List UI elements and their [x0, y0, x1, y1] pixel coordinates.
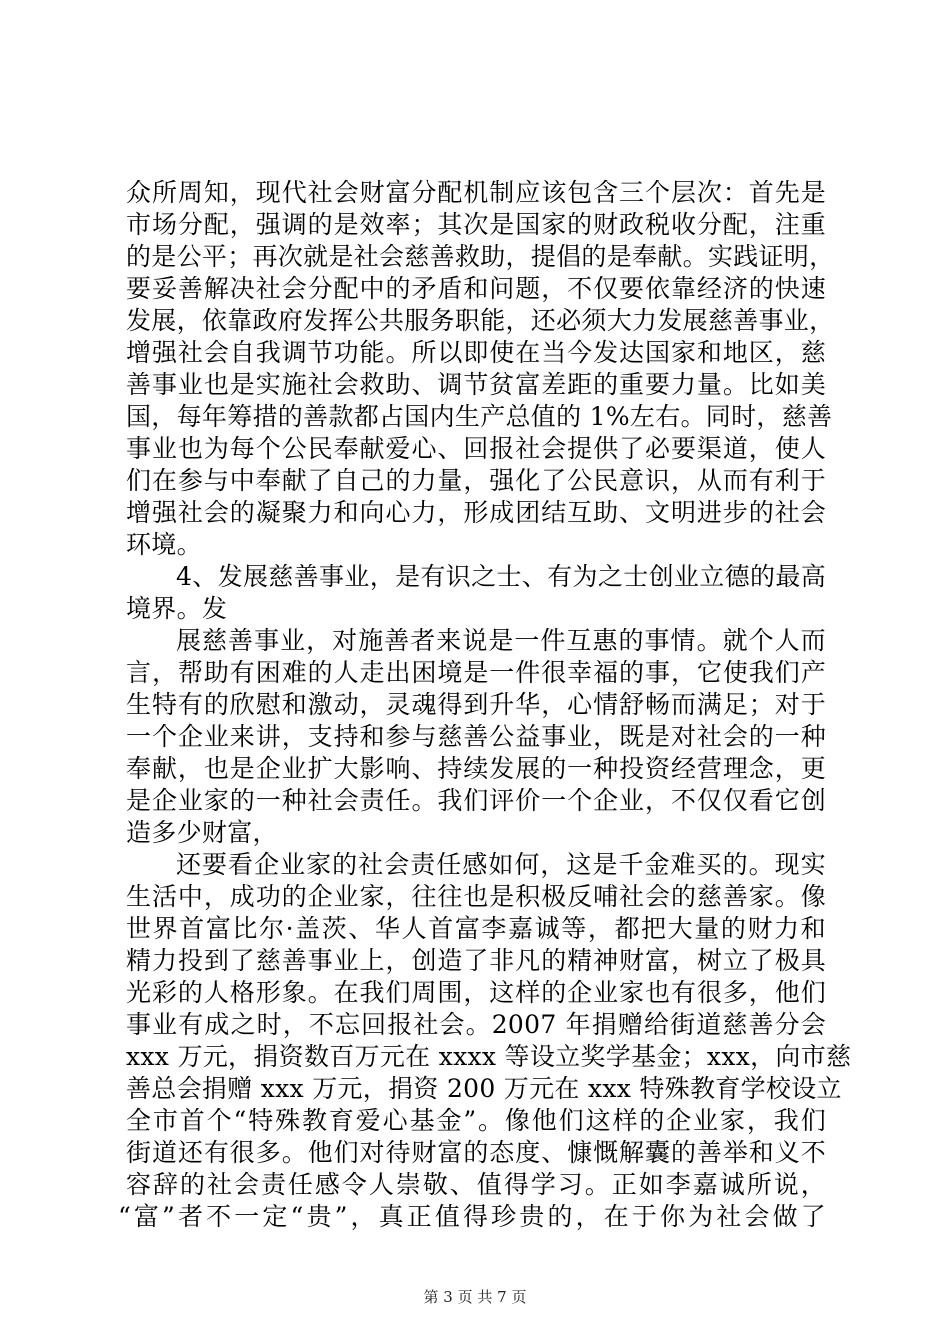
paragraph-4-line-9: 全市首个“特殊教育爱心基金”。像他们这样的企业家，我们: [126, 1106, 826, 1135]
paragraph-3-line-5: 奉献，也是企业扩大影响、持续发展的一种投资经营理念，更: [126, 754, 826, 783]
paragraph-1-line-6: 增强社会自我调节功能。所以即使在当今发达国家和地区，慈: [126, 338, 826, 367]
paragraph-1-line-8: 国，每年筹措的善款都占国内生产总值的 1%左右。同时，慈善: [126, 402, 833, 431]
paragraph-4-line-10: 街道还有很多。他们对待财富的态度、慷慨解囊的善举和义不: [126, 1138, 826, 1167]
paragraph-1-line-1: 众所周知，现代社会财富分配机制应该包含三个层次：首先是: [126, 178, 826, 207]
paragraph-1-line-3: 的是公平；再次就是社会慈善救助，提倡的是奉献。实践证明，: [126, 242, 835, 271]
paragraph-4-line-2: 生活中，成功的企业家，往往也是积极反哺社会的慈善家。像: [126, 882, 826, 911]
paragraph-4-line-7: xxx 万元，捐资数百万元在 xxxx 等设立奖学基金；xxx，向市慈: [126, 1042, 852, 1071]
paragraph-3-line-1: 展慈善事业，对施善者来说是一件互惠的事情。就个人而: [176, 626, 826, 655]
paragraph-4-line-1: 还要看企业家的社会责任感如何，这是千金难买的。现实: [176, 850, 826, 879]
paragraph-4-line-11: 容辞的社会责任感令人崇敬、值得学习。正如李嘉诚所说，: [126, 1170, 826, 1199]
paragraph-1-line-12: 环境。: [126, 530, 202, 559]
paragraph-3-line-3: 生特有的欣慰和激动，灵魂得到升华，心情舒畅而满足；对于: [126, 690, 826, 719]
paragraph-2-line-2: 境界。发: [126, 594, 228, 623]
paragraph-3-line-7: 造多少财富，: [126, 818, 278, 847]
paragraph-4-line-6: 事业有成之时，不忘回报社会。2007 年捐赠给街道慈善分会: [126, 1010, 826, 1039]
paragraph-4-line-4: 精力投到了慈善事业上，创造了非凡的精神财富，树立了极具: [126, 946, 826, 975]
paragraph-1-line-5: 发展，依靠政府发挥公共服务职能，还必须大力发展慈善事业，: [126, 306, 835, 335]
paragraph-2-line-1: 4、发展慈善事业，是有识之士、有为之士创业立德的最高: [176, 562, 826, 591]
page-number-footer: 第 3 页 共 7 页: [423, 1288, 527, 1306]
paragraph-1-line-10: 们在参与中奉献了自己的力量，强化了公民意识，从而有利于: [126, 466, 826, 495]
paragraph-3-line-6: 是企业家的一种社会责任。我们评价一个企业，不仅仅看它创: [126, 786, 826, 815]
paragraph-3-line-4: 一个企业来讲，支持和参与慈善公益事业，既是对社会的一种: [126, 722, 826, 751]
paragraph-4-line-5: 光彩的人格形象。在我们周围，这样的企业家也有很多，他们: [126, 978, 826, 1007]
paragraph-1-line-11: 增强社会的凝聚力和向心力，形成团结互助、文明进步的社会: [126, 498, 826, 527]
paragraph-3-line-2: 言，帮助有困难的人走出困境是一件很幸福的事，它使我们产: [126, 658, 826, 687]
paragraph-4-line-8: 善总会捐赠 xxx 万元，捐资 200 万元在 xxx 特殊教育学校设立: [126, 1074, 842, 1103]
paragraph-1-line-2: 市场分配，强调的是效率；其次是国家的财政税收分配，注重: [126, 210, 826, 239]
paragraph-1-line-7: 善事业也是实施社会救助、调节贫富差距的重要力量。比如美: [126, 370, 826, 399]
paragraph-4-line-3: 世界首富比尔·盖茨、华人首富李嘉诚等，都把大量的财力和: [126, 914, 826, 943]
paragraph-1-line-4: 要妥善解决社会分配中的矛盾和问题，不仅要依靠经济的快速: [126, 274, 826, 303]
paragraph-4-line-12: “富”者不一定“贵”，真正值得珍贵的，在于你为社会做了: [118, 1202, 826, 1231]
paragraph-1-line-9: 事业也为每个公民奉献爱心、回报社会提供了必要渠道，使人: [126, 434, 826, 463]
